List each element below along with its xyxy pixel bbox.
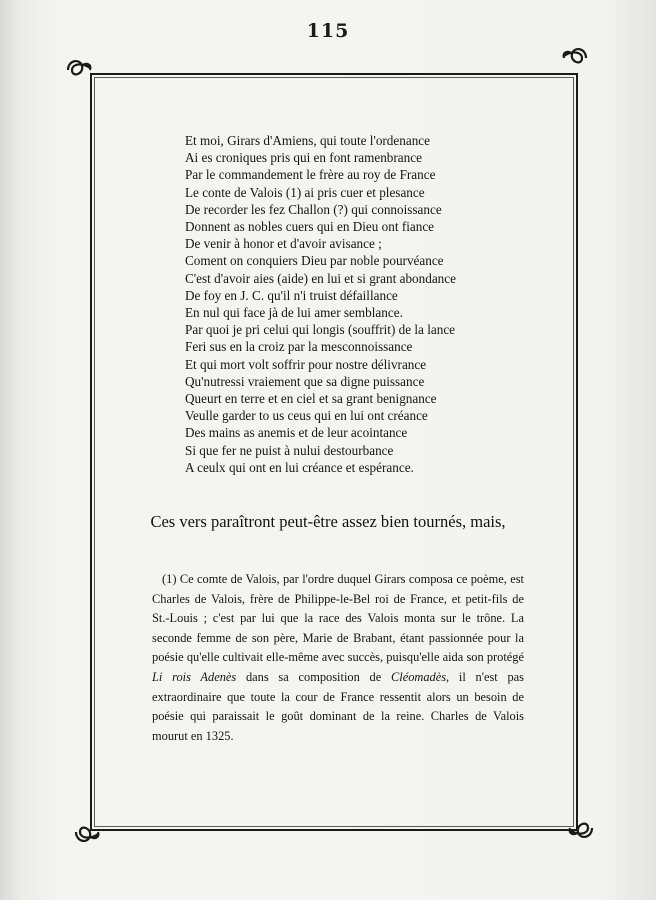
poem-line: Donnent as nobles cuers qui en Dieu ont fiance bbox=[185, 219, 435, 235]
footnote-text: dans sa composition de bbox=[236, 669, 391, 684]
poem-line: Et moi, Girars d'Amiens, qui toute l'ordenance bbox=[185, 133, 430, 148]
poem-line: Par le commandement le frère au roy de France bbox=[185, 167, 436, 183]
footnote bbox=[152, 570, 524, 746]
poem-line: Le conte de Valois (1) ai pris cuer et plesance bbox=[185, 184, 425, 200]
poem-line: Veulle garder to us ceus qui en lui ont créance bbox=[185, 408, 428, 424]
poem-line: Et qui mort volt soffrir pour nostre délivrance bbox=[185, 356, 427, 372]
poem-line: En nul qui face jà de lui amer semblance. bbox=[185, 305, 403, 321]
footnote-paragraph bbox=[152, 570, 524, 746]
poem-line: Coment on conquiers Dieu par noble pourvéance bbox=[185, 253, 444, 269]
poem-line: Feri sus en la croiz par la mesconnoissance bbox=[185, 339, 413, 355]
corner-flourish-icon bbox=[64, 56, 94, 84]
footnote-work-title: Li rois Adenès bbox=[152, 669, 237, 684]
poem-line: Queurt en terre et en ciel et sa grant benignance bbox=[185, 391, 437, 407]
footnote-work-title: Cléomadès bbox=[390, 669, 447, 684]
page-number: 115 bbox=[306, 20, 350, 42]
poem-line: Si que fer ne puist à nului destourbance bbox=[185, 442, 394, 458]
body-sentence: Ces vers paraîtront peut-être assez bien tournés, mais, bbox=[150, 512, 506, 531]
corner-flourish-icon bbox=[566, 814, 596, 842]
poem-line: De venir à honor et d'avoir avisance ; bbox=[185, 236, 382, 252]
poem-line: Par quoi je pri celui qui longis (souffrit) de la lance bbox=[185, 322, 456, 338]
footnote-text: , il n'est pas extraordinaire que toute la cour de France ressentit alors un besoin de poésie qui paraissait le goût dominant de la reine. Charles de Valois mourut en 1325. bbox=[152, 669, 524, 743]
poem-line: Ai es croniques pris qui en font ramenbrance bbox=[185, 150, 422, 166]
poem-stanza bbox=[185, 132, 485, 476]
poem-line: De foy en J. C. qu'il n'i truist défaillance bbox=[185, 287, 398, 303]
poem-line: C'est d'avoir aies (aide) en lui et si grant abondance bbox=[185, 270, 456, 286]
poem-line: Des mains as anemis et de leur acointance bbox=[185, 425, 408, 441]
corner-flourish-icon bbox=[560, 44, 590, 72]
poem-line: Qu'nutressi vraiement que sa digne puissance bbox=[185, 373, 425, 389]
footnote-text: (1) Ce comte de Valois, par l'ordre duquel Girars composa ce poème, est Charles de Valois, frère de Philippe-le-Bel roi de France, et petit-fils de St.-Louis ; c'est par lui que la race des Valois monta sur le trône. La seconde femme de son père, Marie de Brabant, étant passionnée pour la poésie qu'elle cultivait elle-même avec succès, puisqu'elle aida son protégé bbox=[152, 572, 524, 665]
poem-line: De recorder les fez Challon (?) qui connoissance bbox=[185, 201, 442, 217]
corner-flourish-icon bbox=[72, 818, 102, 846]
poem-line: A ceulx qui ont en lui créance et espérance. bbox=[185, 459, 414, 475]
